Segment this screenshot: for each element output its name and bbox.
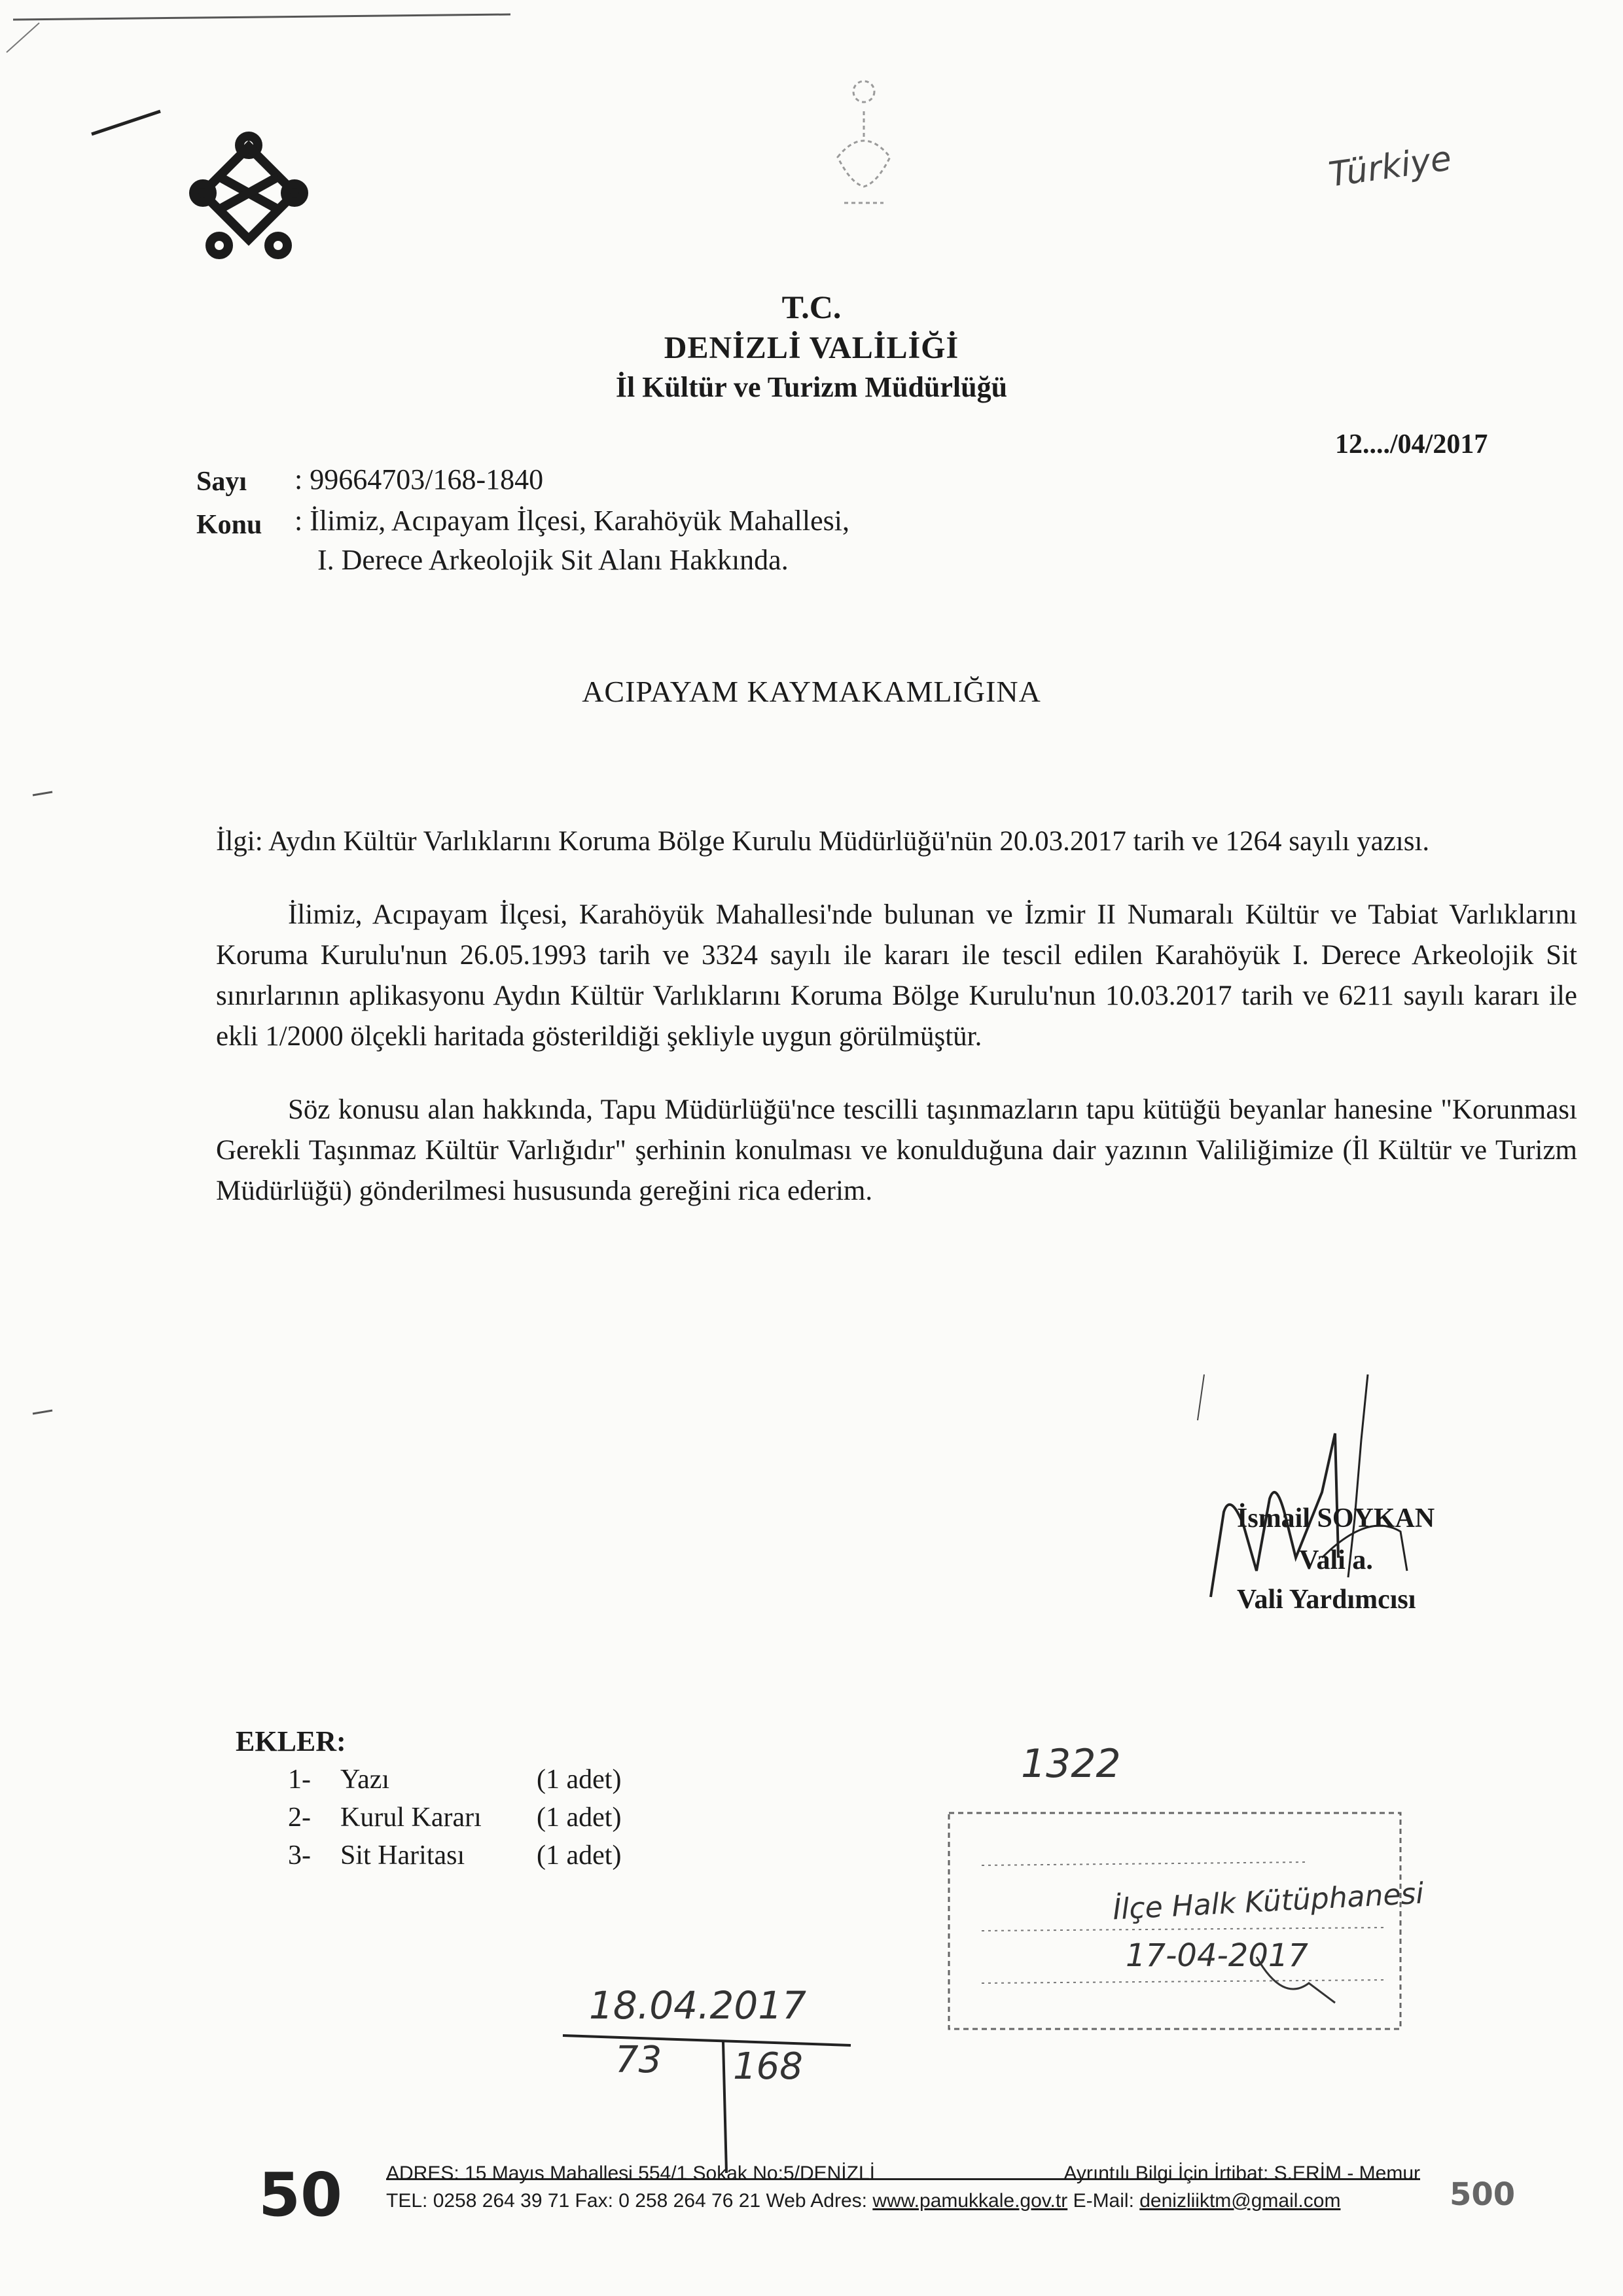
footer-web-link[interactable]: www.pamukkale.gov.tr	[872, 2190, 1068, 2212]
header-directorate: İl Kültür ve Turizm Müdürlüğü	[615, 371, 1008, 403]
anniversary-50-logo: 50	[259, 2160, 343, 2230]
handwritten-ref-right: 168	[733, 2045, 803, 2088]
header-governorship: DENİZLİ VALİLİĞİ	[664, 331, 959, 365]
footer-contact: Ayrıntılı Bilgi İçin İrtibat: S.ERİM - Memur	[1063, 2162, 1420, 2184]
stamp-library: İlçe Halk Kütüphanesi	[1111, 1876, 1425, 1927]
footer-email-label: E-Mail:	[1073, 2190, 1134, 2212]
right-footer-logo: 500	[1450, 2176, 1516, 2213]
footer-line-1	[386, 2160, 1420, 2187]
endless-knot-logo	[183, 131, 314, 262]
stamp-date: 17-04-2017	[1126, 1937, 1308, 1974]
ekler-item: 1- Yazı (1 adet)	[288, 1765, 622, 1795]
signatory-title-1: Vali a.	[1299, 1545, 1373, 1575]
konu-label: Konu	[196, 510, 262, 540]
ekler-item: 2- Kurul Kararı (1 adet)	[288, 1803, 622, 1833]
sayi-value: : 99664703/168-1840	[294, 463, 544, 495]
ilgi-paragraph: İlgi: Aydın Kültür Varlıklarını Koruma Bölge Kurulu Müdürlüğü'nün 20.03.2017 tarih ve 1264 sayılı yazısı.	[216, 826, 1430, 857]
footer-address: ADRES: 15 Mayıs Mahallesi 554/1 Sokak No:5/DENİZLİ	[386, 2162, 875, 2184]
ekler-title: EKLER:	[236, 1725, 346, 1757]
konu-line1: : İlimiz, Acıpayam İlçesi, Karahöyük Mahallesi,	[294, 505, 849, 537]
signatory-name: İsmail SOYKAN	[1237, 1503, 1435, 1534]
konu-line2: I. Derece Arkeolojik Sit Alanı Hakkında.	[317, 544, 789, 576]
document-date: 12..../04/2017	[1335, 429, 1488, 459]
ekler-item: 3- Sit Haritası (1 adet)	[288, 1840, 622, 1871]
stamp-number: 1322	[1021, 1741, 1121, 1787]
letter-body	[216, 821, 1577, 1211]
sayi-label: Sayı	[196, 467, 247, 497]
state-emblem	[798, 65, 929, 223]
handwritten-date: 18.04.2017	[589, 1983, 807, 2028]
footer-line-2	[386, 2187, 1420, 2215]
footer-block	[386, 2160, 1420, 2215]
body-paragraph-2: Söz konusu alan hakkında, Tapu Müdürlüğü'nce tescilli taşınmazların tapu kütüğü beyanlar hanesine "Korunması Gerekli Taşınmaz Kültür Varlığıdır" şerhinin konulması ve konulduğuna dair yazının Valiliğimize (İl Kültür ve Turizm Müdürlüğü) gönderilmesi hususunda gereğini rica ederim.	[216, 1094, 1577, 1206]
footer-phone: TEL: 0258 264 39 71 Fax: 0 258 264 76 21 Web Adres:	[386, 2190, 867, 2212]
body-paragraph-1: İlimiz, Acıpayam İlçesi, Karahöyük Mahallesi'nde bulunan ve İzmir II Numaralı Kültür ve Tabiat Varlıklarını Koruma Kurulu'nun 26.05.1993 tarih ve 3324 sayılı ile kararı ile tescil edilen Karahöyük I. Derece Arkeolojik Sit sınırlarının aplikasyonu Aydın Kültür Varlıklarını Koruma Bölge Kurulu'nun 10.03.2017 tarih ve 6211 sayılı kararı ile ekli 1/2000 ölçekli haritada gösterildiği şekliyle uygun görülmüştür.	[216, 899, 1577, 1052]
handwritten-ref-left: 73	[615, 2039, 662, 2081]
turkiye-signature-logo: Türkiye	[1326, 139, 1454, 195]
footer-email-link[interactable]: denizliiktm@gmail.com	[1139, 2190, 1341, 2212]
signatory-title-2: Vali Yardımcısı	[1237, 1585, 1416, 1615]
addressee: ACIPAYAM KAYMAKAMLIĞINA	[582, 675, 1041, 708]
ekler-list	[288, 1761, 621, 1874]
header-tc: T.C.	[781, 289, 842, 325]
